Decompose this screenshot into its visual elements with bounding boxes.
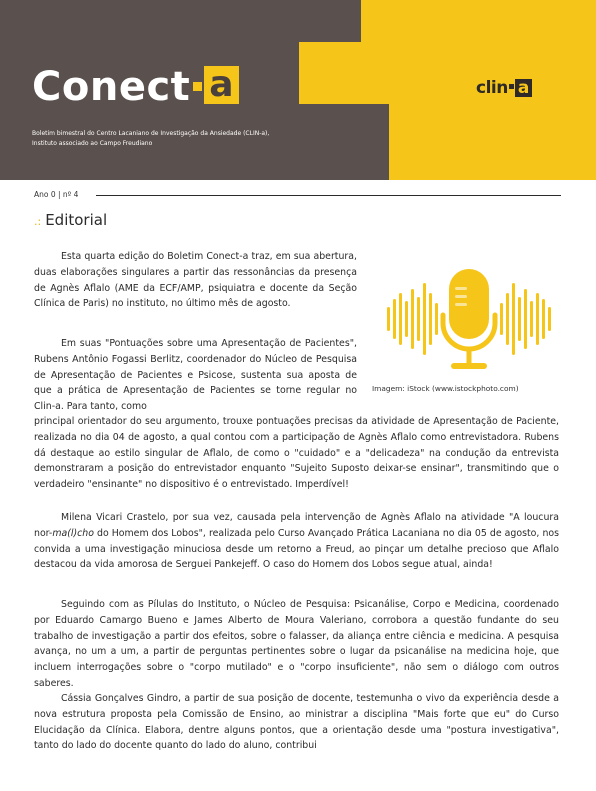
microphone-soundwave-icon bbox=[385, 263, 553, 375]
paragraph-5: Cássia Gonçalves Gindro, a partir de sua posição de docente, testemunha o vivo da experiência desde a nova estrutura proposta pela Comissão de Ensino, ao ministrar a disciplina "Mais forte que eu" do Curso Elucidação da Clínica. Elabora, dentre alguns pontos, que a orientação desde uma "postura investigativa", tanto do lado do docente quanto do lado do aluno, contribui bbox=[34, 693, 559, 752]
logo-suffix: a bbox=[204, 66, 239, 104]
yellow-square-decoration bbox=[299, 42, 361, 104]
conect-a-logo bbox=[32, 62, 239, 112]
masthead bbox=[0, 0, 596, 180]
dark-block-decoration bbox=[361, 104, 389, 180]
paragraph-3 bbox=[34, 510, 559, 573]
clin-a-logo bbox=[476, 78, 532, 98]
image-caption: Imagem: iStock (www.istockphoto.com) bbox=[372, 384, 519, 393]
paragraph-2-start: Em suas "Pontuações sobre uma Apresentação de Pacientes", Rubens Antônio Fogassi Berlitz, coordenador do Núcleo de Pesquisa de Apresentação de Pacientes e Psicose, sustenta sua aposta de que a prática de Apresentação de Pacientes se torne regular no Clin-a. Para tanto, como bbox=[34, 338, 357, 413]
logo-main-text: Conect bbox=[32, 64, 191, 110]
section-title-text: Editorial bbox=[45, 211, 108, 229]
subtitle-line-1: Boletim bimestral do Centro Lacaniano de Investigação da Ansiedade (CLIN-a), bbox=[32, 130, 270, 137]
paragraph-2-continued: principal orientador do seu argumento, trouxe pontuações precisas da atividade de Apresentação de Paciente, realizada no dia 04 de agosto, a qual contou com a participação de Agnès Aflalo como entrevistadora. Rubens dá destaque ao estilo singular de Aflalo, de como o "cuidado" e a "delicadeza" na condução da entrevista demonstraram a posição do entrevistador enquanto "Sujeito Suposto deixar-se ensinar", transmitindo que o verdadeiro "ensinante" no dispositivo é o entrevistado. Imperdível! bbox=[34, 416, 559, 491]
clin-logo-main: clin bbox=[476, 78, 508, 98]
logo-dash bbox=[193, 82, 202, 91]
section-title bbox=[34, 211, 107, 229]
paragraph-3-post: do Homem dos Lobos", realizada pelo Curso Avançado Prática Lacaniana no dia 05 de agosto, nos convida a uma investigação minuciosa desde um retorno a Freud, ao pinçar um detalhe precioso que Aflalo destacou da vida amorosa de Serguei Pankejeff. O caso do Homem dos Lobos segue atual, ainda! bbox=[34, 527, 559, 571]
masthead-subtitle bbox=[32, 129, 312, 149]
paragraph-4: Seguindo com as Pílulas do Instituto, o Núcleo de Pesquisa: Psicanálise, Corpo e Medicina, coordenado por Eduardo Camargo Bueno e James Alberto de Moura Valeriano, corrobora a questão fundante do seu trabalho de investigação a partir dos efeitos, sobre o falasser, da aliança entre ciência e medicina. A pesquisa avança, no um a um, a partir de perguntas pertinentes sobre o lugar da psicanálise na medicina hoje, que incluem interrogações sobre o "corpo mutilado" e o "corpo insuficiente", não sem o diálogo com outros saberes. bbox=[34, 599, 559, 689]
section-mark: .: bbox=[34, 215, 42, 228]
paragraph-1: Esta quarta edição do Boletim Conect-a traz, em sua abertura, duas elaborações singulares a partir das ressonâncias da presença de Agnès Aflalo (AME da ECF/AMP, psiquiatra e docente da Seção Clínica de Paris) no instituto, no último mês de agosto. bbox=[34, 251, 357, 310]
paragraph-3-pre: Milena Vicari Crastelo, por sua vez, causada pela intervenção de Agnès Aflalo na atividade "A loucura nor- bbox=[34, 512, 559, 539]
header-rule bbox=[96, 195, 561, 196]
paragraph-3-italic: ma(l)cho bbox=[52, 527, 94, 539]
clin-logo-dash bbox=[509, 84, 514, 89]
issue-number: Ano 0 | nº 4 bbox=[34, 190, 79, 199]
subtitle-line-2: Instituto associado ao Campo Freudiano bbox=[32, 140, 153, 147]
clin-logo-suffix: a bbox=[515, 79, 532, 97]
